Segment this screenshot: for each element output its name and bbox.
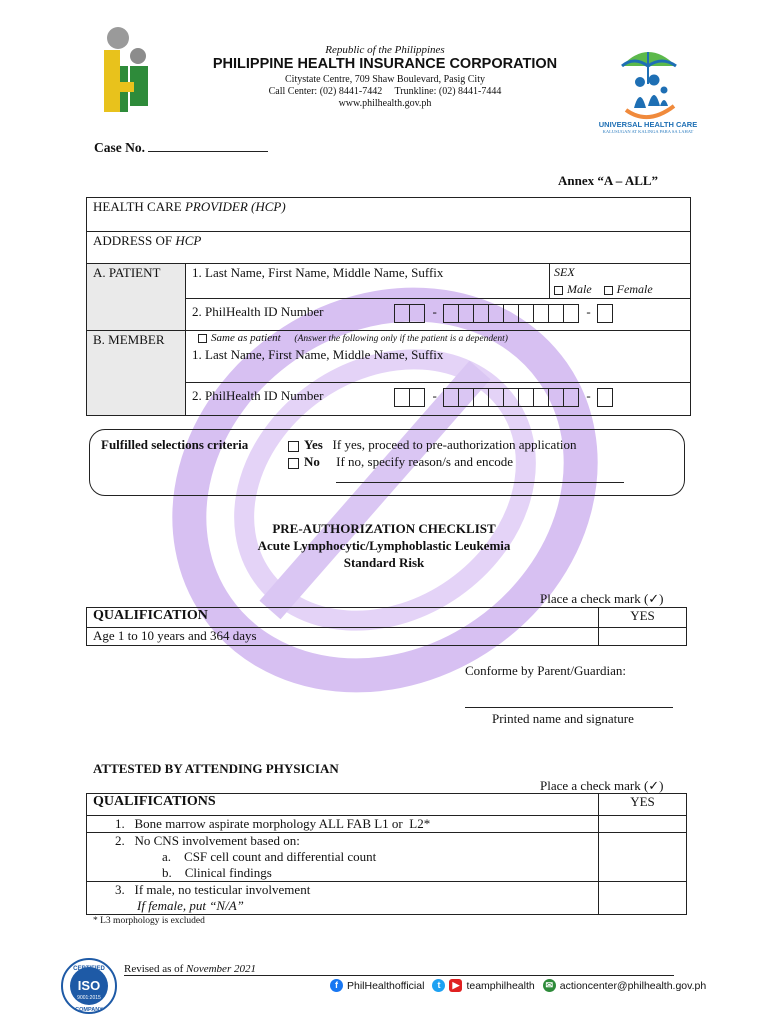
patient-id-row: 2. PhilHealth ID Number - -: [186, 299, 691, 331]
uhc-label: UNIVERSAL HEALTH CARE: [598, 120, 698, 129]
header-address: Citystate Centre, 709 Shaw Boulevard, Pasig City: [285, 74, 485, 85]
qualification-header: QUALIFICATION: [87, 608, 599, 628]
patient-name-field[interactable]: 1. Last Name, First Name, Middle Name, Suffix: [186, 264, 550, 299]
qualification-row-age: Age 1 to 10 years and 364 days: [87, 628, 599, 646]
qualification-yes-header: YES: [599, 608, 687, 628]
iso-certified-seal: [60, 957, 118, 1015]
philhealth-logo: [98, 26, 154, 116]
footer-social-links: [330, 979, 706, 992]
checklist-subtitle2: Standard Risk: [343, 555, 425, 570]
qualification-item-2b: b. Clinical findings: [162, 865, 272, 880]
qualification-item-3: 3. If male, no testicular involvement If female, put “N/A”: [87, 882, 599, 915]
patient-label: A. PATIENT: [87, 264, 186, 331]
facebook-link[interactable]: PhilHealthofficial: [347, 979, 425, 992]
uhc-sub: KALUSUGAN AT KALINGA PARA SA LAHAT: [602, 129, 694, 134]
header-callcenter: Call Center: (02) 8441-7442 Trunkline: (02) 8441-7444: [268, 86, 502, 97]
conforme-signature-line[interactable]: [465, 707, 673, 708]
footer-rule: [124, 975, 674, 976]
member-name-field[interactable]: 1. Last Name, First Name, Middle Name, Suffix: [192, 347, 444, 362]
header-republic: Republic of the Philippines: [325, 44, 445, 56]
yes-checkbox[interactable]: [288, 441, 299, 452]
qualification-item-3-yes[interactable]: [599, 882, 687, 915]
qualification-item-3-note: If female, put “N/A”: [137, 898, 244, 913]
header-corporation: PHILIPPINE HEALTH INSURANCE CORPORATION: [212, 56, 558, 72]
check-instruction-1: Place a check mark (✓): [540, 591, 664, 606]
criteria-no-row: No If no, specify reason/s and encode: [288, 454, 513, 470]
qualification-item-2-yes[interactable]: [599, 833, 687, 882]
conforme-signature-label: Printed name and signature: [492, 711, 634, 726]
annex-label: Annex “A – ALL”: [558, 173, 659, 188]
patient-member-table: [86, 197, 691, 416]
qualifications-yes-header: YES: [599, 794, 687, 816]
criteria-box: [89, 429, 685, 496]
criteria-yes-row: Yes If yes, proceed to pre-authorization application: [288, 437, 577, 453]
facebook-icon: f: [330, 979, 343, 992]
hcp-provider-cell[interactable]: HEALTH CARE PROVIDER (HCP): [87, 198, 691, 232]
female-checkbox[interactable]: [604, 286, 613, 295]
revised-label: Revised as of November 2021: [124, 963, 256, 975]
qualification-item-1: 1. Bone marrow aspirate morphology ALL FAB L1 or L2*: [87, 816, 599, 833]
iso-num: 9001:2015: [77, 995, 101, 1001]
conforme-label: Conforme by Parent/Guardian:: [465, 663, 627, 678]
qualifications-header: QUALIFICATIONS: [87, 794, 599, 816]
check-instruction-2: Place a check mark (✓): [540, 778, 664, 793]
member-id-row: 2. PhilHealth ID Number - -: [186, 383, 691, 416]
qualification-table: [86, 607, 687, 646]
qualification-row-age-yes[interactable]: [599, 628, 687, 646]
iso-top: CERTIFIED: [73, 966, 105, 972]
iso-mid: ISO: [77, 978, 101, 993]
email-icon: ✉: [543, 979, 556, 992]
same-as-patient-checkbox[interactable]: [198, 334, 207, 343]
case-no-field[interactable]: [148, 140, 268, 152]
hcp-address-cell[interactable]: ADDRESS OF HCP: [87, 232, 691, 264]
iso-bottom: COMPANY: [75, 1007, 103, 1013]
attested-title: ATTESTED BY ATTENDING PHYSICIAN: [93, 761, 339, 776]
qualifications-table: [86, 793, 687, 915]
member-label: B. MEMBER: [87, 331, 186, 416]
email-link[interactable]: actioncenter@philhealth.gov.ph: [559, 979, 707, 992]
patient-sex-cell: SEX Male Female: [550, 264, 691, 299]
criteria-label: Fulfilled selections criteria: [101, 437, 249, 452]
youtube-icon: ▶: [449, 979, 462, 992]
no-checkbox[interactable]: [288, 458, 299, 469]
reason-line[interactable]: [336, 482, 624, 483]
checklist-title: PRE-AUTHORIZATION CHECKLIST: [272, 521, 496, 536]
qualification-item-2a: a. CSF cell count and differential count: [162, 849, 377, 864]
twitter-link[interactable]: teamphilhealth: [466, 979, 535, 992]
member-id-boxes[interactable]: - -: [395, 388, 613, 403]
twitter-icon: t: [432, 979, 445, 992]
qualification-item-2: 2. No CNS involvement based on: a. CSF cell count and differential count b. Clinical findings: [87, 833, 599, 882]
male-checkbox[interactable]: [554, 286, 563, 295]
member-name-cell: Same as patient (Answer the following only if the patient is a dependent) 1. Last Name, First Name, Middle Name, Suffix: [186, 331, 691, 383]
patient-id-boxes[interactable]: - -: [395, 304, 613, 319]
footnote: * L3 morphology is excluded: [93, 916, 205, 926]
checklist-subtitle1: Acute Lymphocytic/Lymphoblastic Leukemia: [257, 538, 511, 553]
header-website: www.philhealth.gov.ph: [338, 98, 432, 109]
qualification-item-1-yes[interactable]: [599, 816, 687, 833]
case-no-label: Case No.: [94, 140, 268, 156]
